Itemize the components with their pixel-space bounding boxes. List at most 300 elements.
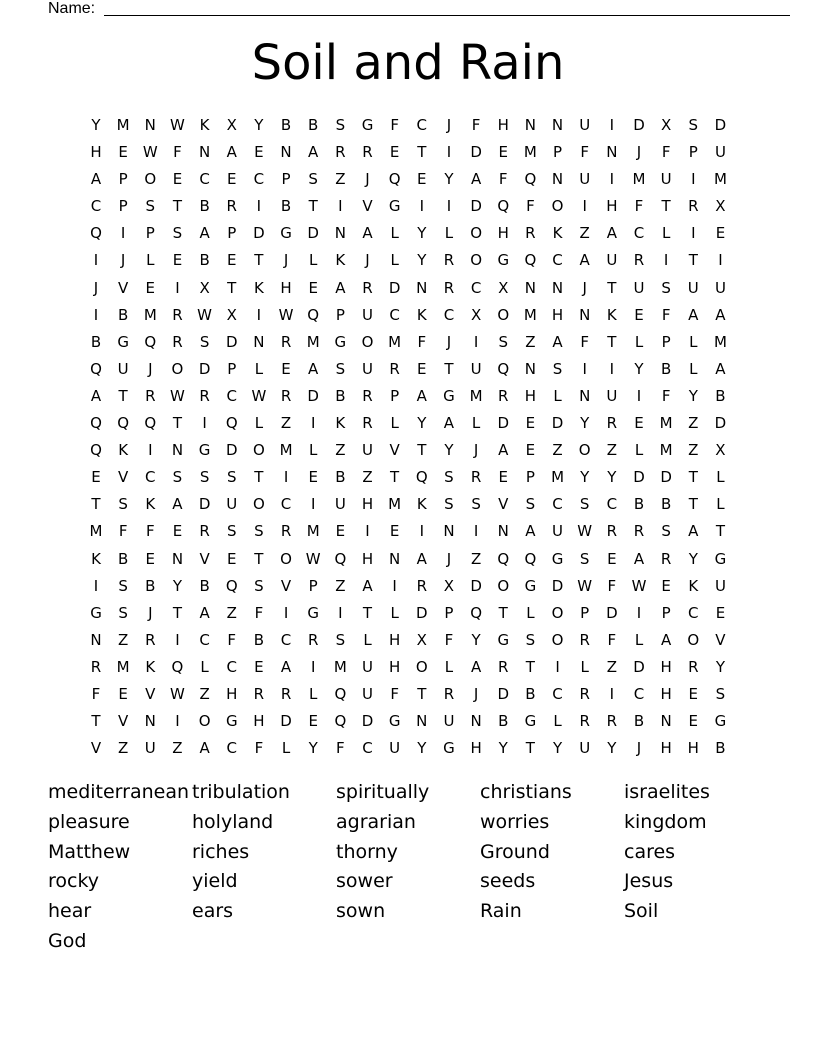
grid-letter: I xyxy=(555,657,560,676)
grid-letter: E xyxy=(172,522,183,541)
grid-letter: X xyxy=(416,630,427,649)
grid-letter: R xyxy=(253,684,265,703)
grid-letter: U xyxy=(362,684,373,703)
word-list-item: holyland xyxy=(192,810,274,833)
grid-letter: D xyxy=(225,332,238,351)
grid-letter: X xyxy=(199,278,210,297)
grid-letter: H xyxy=(389,657,401,676)
grid-letter: D xyxy=(307,224,319,243)
grid-letter: N xyxy=(416,712,428,731)
grid-letter: U xyxy=(660,170,672,189)
grid-letter: F xyxy=(227,630,237,649)
grid-letter: T xyxy=(254,468,264,487)
grid-letter: C xyxy=(416,116,428,134)
grid-letter: S xyxy=(308,170,318,189)
grid-letter: N xyxy=(524,116,536,134)
grid-letter: P xyxy=(553,143,563,162)
grid-letter: Y xyxy=(417,739,427,758)
grid-letter: S xyxy=(552,359,563,378)
grid-letter: H xyxy=(470,739,482,758)
grid-letter: N xyxy=(524,278,536,297)
grid-letter: T xyxy=(362,603,373,622)
grid-letter: V xyxy=(498,495,509,514)
grid-letter: J xyxy=(365,251,370,270)
grid-row xyxy=(84,654,734,681)
grid-letter: G xyxy=(198,441,211,460)
grid-letter: H xyxy=(660,657,672,676)
grid-letter: J xyxy=(473,684,479,703)
grid-letter: J xyxy=(365,170,370,189)
grid-letter: T xyxy=(308,197,318,216)
grid-letter: Y xyxy=(688,549,698,568)
grid-letter: R xyxy=(362,414,373,433)
grid-letter: D xyxy=(551,414,564,433)
grid-letter: M xyxy=(89,522,103,541)
grid-letter: N xyxy=(524,359,536,378)
grid-row xyxy=(84,356,734,383)
grid-letter: I xyxy=(636,603,642,622)
grid-letter: G xyxy=(225,712,238,731)
grid-letter: B xyxy=(498,712,509,731)
grid-letter: O xyxy=(144,170,157,189)
grid-letter: A xyxy=(280,657,292,676)
grid-row xyxy=(84,518,734,545)
grid-letter: U xyxy=(579,116,591,134)
grid-letter: C xyxy=(199,630,210,649)
grid-letter: R xyxy=(172,305,183,324)
grid-letter: N xyxy=(551,278,564,297)
grid-letter: I xyxy=(256,305,262,324)
grid-letter: T xyxy=(607,278,617,297)
grid-letter: B xyxy=(633,495,645,514)
grid-letter: I xyxy=(582,197,587,216)
grid-letter: D xyxy=(416,603,428,622)
grid-letter: O xyxy=(551,630,564,649)
grid-letter: R xyxy=(145,386,156,405)
grid-letter: C xyxy=(552,251,563,270)
grid-letter: E xyxy=(498,468,508,487)
grid-letter: L xyxy=(309,251,318,270)
grid-letter: C xyxy=(253,170,265,189)
grid-letter: Z xyxy=(118,630,129,649)
grid-letter: L xyxy=(390,224,399,243)
grid-letter: D xyxy=(253,224,265,243)
grid-letter: S xyxy=(444,468,454,487)
grid-letter: I xyxy=(419,522,425,541)
grid-letter: Y xyxy=(634,359,644,378)
grid-letter: M xyxy=(659,414,673,433)
grid-letter: J xyxy=(446,332,452,351)
grid-letter: K xyxy=(606,305,617,324)
grid-letter: L xyxy=(390,414,399,433)
grid-letter: U xyxy=(362,441,373,460)
grid-letter: W xyxy=(170,116,185,134)
grid-letter: Z xyxy=(280,414,292,433)
grid-letter: E xyxy=(715,603,726,622)
grid-letter: J xyxy=(636,739,642,758)
grid-letter: C xyxy=(226,739,237,758)
grid-letter: O xyxy=(578,441,591,460)
grid-letter: S xyxy=(688,116,699,134)
grid-letter: C xyxy=(90,197,102,216)
grid-letter: N xyxy=(579,305,591,324)
grid-letter: S xyxy=(661,522,671,541)
grid-letter: C xyxy=(470,278,482,297)
grid-letter: I xyxy=(338,197,343,216)
grid-letter: W xyxy=(577,576,593,595)
grid-letter: L xyxy=(526,603,535,622)
grid-letter: S xyxy=(525,495,536,514)
grid-letter: D xyxy=(497,684,510,703)
grid-letter: A xyxy=(199,603,210,622)
grid-letter: R xyxy=(498,386,509,405)
grid-letter: M xyxy=(469,386,483,405)
grid-letter: W xyxy=(170,684,185,703)
grid-letter: H xyxy=(280,278,292,297)
grid-letter: F xyxy=(661,386,671,405)
grid-letter: E xyxy=(525,441,536,460)
grid-letter: S xyxy=(254,522,264,541)
grid-letter: J xyxy=(148,603,153,622)
grid-letter: E xyxy=(118,143,128,162)
grid-letter: E xyxy=(172,170,183,189)
grid-letter: M xyxy=(713,170,727,189)
grid-letter: A xyxy=(308,359,319,378)
grid-letter: E xyxy=(335,522,346,541)
grid-letter: I xyxy=(202,414,207,433)
grid-letter: R xyxy=(199,522,210,541)
grid-letter: P xyxy=(661,603,671,622)
grid-letter: R xyxy=(498,657,509,676)
grid-letter: K xyxy=(145,657,156,676)
grid-letter: Q xyxy=(415,468,428,487)
grid-letter: V xyxy=(145,684,156,703)
word-list-item: tribulation xyxy=(192,781,290,803)
grid-letter: O xyxy=(470,224,482,243)
grid-letter: V xyxy=(118,712,129,731)
grid-letter: A xyxy=(633,549,645,568)
grid-letter: L xyxy=(634,630,644,649)
grid-letter: I xyxy=(392,576,397,595)
grid-letter: Q xyxy=(117,414,130,433)
grid-letter: C xyxy=(362,739,373,758)
grid-letter: K xyxy=(416,305,427,324)
grid-letter: E xyxy=(634,305,644,324)
grid-letter: S xyxy=(715,684,726,703)
grid-letter: A xyxy=(498,441,509,460)
grid-letter: C xyxy=(633,684,645,703)
grid-letter: M xyxy=(388,495,402,514)
grid-letter: Y xyxy=(471,630,481,649)
grid-letter: J xyxy=(446,116,452,134)
grid-letter: G xyxy=(497,630,510,649)
grid-row xyxy=(84,410,734,437)
grid-letter: Q xyxy=(225,414,238,433)
grid-letter: Y xyxy=(417,414,427,433)
grid-letter: R xyxy=(688,657,699,676)
grid-letter: T xyxy=(91,495,101,514)
grid-letter: S xyxy=(661,278,671,297)
grid-letter: S xyxy=(444,495,454,514)
grid-letter: D xyxy=(551,576,564,595)
grid-letter: B xyxy=(280,197,292,216)
grid-letter: U xyxy=(470,359,482,378)
grid-letter: T xyxy=(525,739,535,758)
grid-letter: G xyxy=(551,549,564,568)
grid-letter: A xyxy=(715,305,726,324)
grid-letter: O xyxy=(687,630,700,649)
grid-letter: L xyxy=(553,712,562,731)
grid-letter: B xyxy=(90,332,102,351)
grid-letter: F xyxy=(634,197,644,216)
grid-letter: M xyxy=(523,143,537,162)
grid-letter: Z xyxy=(688,414,699,433)
grid-letter: G xyxy=(90,603,102,622)
grid-letter: P xyxy=(281,170,291,189)
grid-row xyxy=(84,139,734,166)
grid-letter: B xyxy=(660,495,672,514)
grid-letter: Z xyxy=(199,684,210,703)
grid-letter: R xyxy=(443,278,455,297)
grid-letter: P xyxy=(390,386,400,405)
grid-letter: J xyxy=(636,143,642,162)
grid-letter: T xyxy=(688,495,698,514)
grid-letter: L xyxy=(634,332,644,351)
word-search-grid xyxy=(84,112,734,762)
grid-letter: E xyxy=(607,549,617,568)
grid-row xyxy=(84,302,734,329)
grid-letter: F xyxy=(145,522,155,541)
grid-letter: Y xyxy=(580,414,590,433)
grid-letter: S xyxy=(579,549,590,568)
grid-letter: G xyxy=(388,197,401,216)
grid-letter: L xyxy=(309,684,318,703)
grid-letter: O xyxy=(551,197,564,216)
grid-letter: U xyxy=(443,712,455,731)
grid-letter: N xyxy=(497,522,509,541)
grid-letter: R xyxy=(633,522,645,541)
grid-letter: T xyxy=(118,386,128,405)
word-list-item: Ground xyxy=(480,840,550,863)
grid-letter: T xyxy=(498,603,508,622)
grid-letter: Y xyxy=(308,739,318,758)
grid-letter: D xyxy=(307,386,319,405)
grid-letter: I xyxy=(338,603,343,622)
grid-letter: H xyxy=(497,116,509,134)
grid-letter: D xyxy=(225,441,238,460)
word-list-item: Soil xyxy=(624,900,659,923)
grid-letter: Q xyxy=(225,576,238,595)
grid-letter: I xyxy=(636,386,642,405)
grid-letter: L xyxy=(390,251,399,270)
grid-letter: F xyxy=(390,116,399,134)
grid-letter: Y xyxy=(607,739,617,758)
grid-letter: R xyxy=(362,278,373,297)
grid-letter: I xyxy=(93,251,99,270)
grid-letter: R xyxy=(416,576,428,595)
grid-letter: C xyxy=(226,657,237,676)
grid-letter: R xyxy=(579,684,590,703)
grid-letter: R xyxy=(226,197,237,216)
grid-letter: S xyxy=(145,197,156,216)
grid-letter: T xyxy=(254,251,264,270)
grid-letter: E xyxy=(389,143,400,162)
grid-row xyxy=(84,193,734,220)
grid-letter: Z xyxy=(335,170,346,189)
grid-letter: Y xyxy=(688,386,698,405)
grid-letter: L xyxy=(254,359,264,378)
grid-letter: A xyxy=(525,522,536,541)
word-list-item: agrarian xyxy=(336,810,416,833)
grid-letter: I xyxy=(609,116,615,134)
grid-letter: V xyxy=(118,278,129,297)
grid-letter: R xyxy=(525,224,536,243)
grid-letter: S xyxy=(254,576,264,595)
grid-letter: D xyxy=(470,143,482,162)
grid-letter: Q xyxy=(497,197,510,216)
grid-letter: O xyxy=(415,657,428,676)
grid-letter: Q xyxy=(171,657,184,676)
grid-letter: J xyxy=(120,251,126,270)
grid-letter: R xyxy=(579,630,590,649)
grid-letter: S xyxy=(498,332,509,351)
grid-letter: G xyxy=(307,603,319,622)
grid-letter: L xyxy=(281,739,291,758)
grid-letter: X xyxy=(226,305,237,324)
grid-letter: O xyxy=(470,251,482,270)
word-list-item: hear xyxy=(48,900,92,923)
grid-letter: N xyxy=(253,332,265,351)
grid-letter: J xyxy=(283,251,289,270)
grid-letter: F xyxy=(661,143,671,162)
grid-letter: G xyxy=(280,224,292,243)
grid-letter: N xyxy=(389,549,401,568)
grid-letter: E xyxy=(254,657,264,676)
grid-letter: N xyxy=(144,116,156,134)
grid-letter: R xyxy=(280,332,292,351)
word-list-item: seeds xyxy=(480,870,536,893)
grid-letter: Z xyxy=(362,468,373,487)
grid-letter: U xyxy=(633,278,645,297)
grid-letter: C xyxy=(606,495,618,514)
grid-letter: L xyxy=(471,414,481,433)
grid-letter: W xyxy=(251,386,267,405)
word-list-item: israelites xyxy=(624,781,710,803)
grid-letter: I xyxy=(283,468,289,487)
grid-letter: C xyxy=(226,386,237,405)
grid-letter: H xyxy=(361,495,374,514)
grid-letter: K xyxy=(552,224,563,243)
grid-letter: X xyxy=(470,305,482,324)
grid-letter: Y xyxy=(417,251,427,270)
grid-letter: K xyxy=(145,495,156,514)
grid-letter: S xyxy=(199,332,210,351)
grid-letter: M xyxy=(116,116,130,134)
grid-letter: Q xyxy=(90,359,102,378)
grid-letter: E xyxy=(661,576,671,595)
grid-letter: L xyxy=(580,657,589,676)
grid-letter: L xyxy=(716,468,725,487)
grid-letter: M xyxy=(279,441,293,460)
grid-letter: S xyxy=(172,468,183,487)
grid-letter: V xyxy=(389,441,400,460)
grid-letter: C xyxy=(389,305,400,324)
grid-letter: F xyxy=(336,739,345,758)
grid-letter: X xyxy=(226,116,237,134)
word-list-item: cares xyxy=(624,840,676,863)
grid-letter: C xyxy=(280,495,292,514)
grid-letter: M xyxy=(143,305,157,324)
grid-row xyxy=(84,383,734,410)
grid-letter: D xyxy=(280,712,292,731)
grid-letter: D xyxy=(198,359,211,378)
grid-letter: M xyxy=(333,657,347,676)
grid-letter: U xyxy=(389,739,401,758)
grid-letter: Y xyxy=(91,116,101,134)
grid-letter: B xyxy=(633,712,645,731)
grid-letter: F xyxy=(498,170,508,189)
grid-letter: A xyxy=(416,549,427,568)
word-list-item: Jesus xyxy=(624,870,674,893)
grid-letter: H xyxy=(660,684,672,703)
grid-row xyxy=(84,166,734,193)
grid-letter: Y xyxy=(580,468,590,487)
grid-letter: I xyxy=(256,197,262,216)
grid-letter: H xyxy=(687,739,699,758)
word-list-item: worries xyxy=(480,810,550,833)
grid-letter: N xyxy=(660,712,672,731)
grid-letter: S xyxy=(335,359,346,378)
grid-letter: J xyxy=(582,278,587,297)
grid-letter: H xyxy=(226,684,238,703)
grid-letter: R xyxy=(280,522,292,541)
grid-letter: R xyxy=(606,414,618,433)
grid-letter: Z xyxy=(579,224,590,243)
grid-letter: U xyxy=(362,305,373,324)
grid-letter: N xyxy=(280,143,292,162)
grid-letter: G xyxy=(334,332,347,351)
grid-letter: F xyxy=(526,197,535,216)
grid-letter: A xyxy=(688,305,699,324)
grid-letter: X xyxy=(443,576,455,595)
grid-letter: Y xyxy=(417,224,427,243)
grid-letter: K xyxy=(335,251,346,270)
grid-letter: A xyxy=(90,386,102,405)
grid-letter: I xyxy=(473,332,479,351)
grid-letter: B xyxy=(117,305,129,324)
grid-letter: F xyxy=(118,522,128,541)
grid-letter: E xyxy=(498,143,508,162)
grid-letter: N xyxy=(144,712,156,731)
grid-letter: W xyxy=(577,522,593,541)
grid-letter: A xyxy=(552,332,563,351)
grid-letter: P xyxy=(444,603,454,622)
grid-row xyxy=(84,112,734,139)
grid-letter: H xyxy=(90,143,102,162)
grid-letter: L xyxy=(689,359,698,378)
grid-row xyxy=(84,329,734,356)
grid-letter: I xyxy=(609,170,615,189)
grid-letter: N xyxy=(443,522,455,541)
grid-letter: B xyxy=(715,386,726,405)
grid-letter: A xyxy=(362,576,373,595)
grid-letter: G xyxy=(388,712,401,731)
grid-letter: K xyxy=(118,441,129,460)
grid-letter: S xyxy=(118,495,128,514)
grid-letter: C xyxy=(552,684,563,703)
grid-letter: I xyxy=(175,712,180,731)
grid-letter: N xyxy=(551,170,564,189)
